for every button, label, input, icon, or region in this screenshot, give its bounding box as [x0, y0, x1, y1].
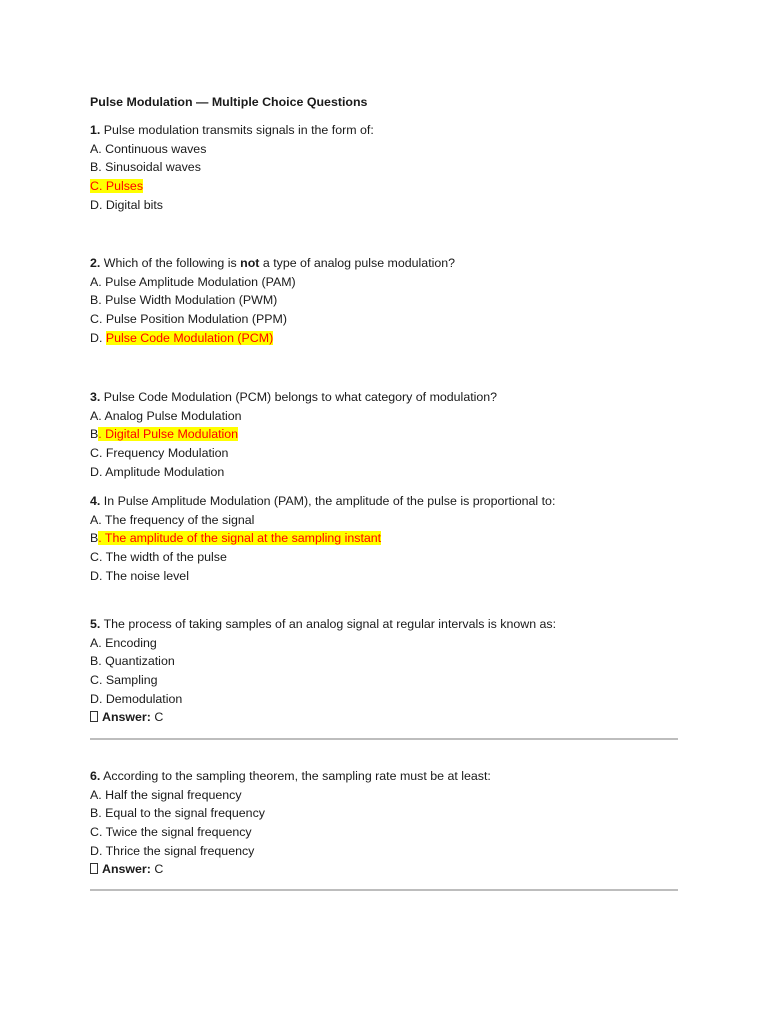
option-letter: B — [90, 531, 99, 546]
option-b — [90, 425, 678, 444]
option-d: D. Thrice the signal frequency — [90, 843, 255, 858]
highlighted-answer: Pulse Code Modulation (PCM) — [105, 330, 274, 345]
option-b: B. Sinusoidal waves — [90, 160, 201, 175]
option-a: A. Pulse Amplitude Modulation (PAM) — [90, 274, 296, 289]
question-6 — [90, 767, 678, 879]
question-text: Pulse Code Modulation (PCM) belongs to what category of modulation? — [103, 390, 498, 404]
question-number: 2. — [90, 256, 101, 270]
question-stem — [90, 492, 678, 511]
question-text-post: a type of analog pulse modulation? — [259, 256, 456, 270]
question-stem — [90, 767, 678, 786]
option-c: C. The width of the pulse — [90, 550, 227, 565]
answer-line — [90, 860, 678, 879]
question-text: Pulse modulation transmits signals in the form of: — [103, 123, 374, 137]
option-b: B. Pulse Width Modulation (PWM) — [90, 293, 278, 308]
question-5 — [90, 615, 678, 727]
question-number: 4. — [90, 494, 101, 508]
option-d: D. Digital bits — [90, 197, 163, 212]
question-4 — [90, 492, 678, 585]
answer-line — [90, 708, 678, 727]
question-stem — [90, 388, 678, 407]
option-c: C. Sampling — [90, 673, 158, 688]
option-a: A. The frequency of the signal — [90, 512, 255, 527]
answer-label: Answer: — [102, 710, 151, 725]
option-b: B. Quantization — [90, 654, 175, 669]
question-stem — [90, 254, 678, 273]
question-number: 1. — [90, 123, 101, 137]
question-3 — [90, 388, 678, 481]
question-text: The process of taking samples of an analog signal at regular intervals is known as: — [103, 617, 557, 631]
highlighted-answer: . Digital Pulse Modulation — [98, 427, 239, 442]
option-d: D. Demodulation — [90, 691, 183, 706]
question-stem — [90, 615, 678, 634]
divider — [90, 738, 678, 740]
question-text: According to the sampling theorem, the sampling rate must be at least: — [103, 769, 491, 783]
document-title: Pulse Modulation — Multiple Choice Questions — [90, 95, 368, 109]
option-a: A. Half the signal frequency — [90, 787, 242, 802]
question-stem — [90, 121, 678, 140]
option-d — [90, 329, 678, 348]
option-letter: B — [90, 427, 99, 442]
question-number: 6. — [90, 769, 101, 783]
option-c: C. Twice the signal frequency — [90, 825, 252, 840]
option-c: C. Frequency Modulation — [90, 446, 229, 461]
question-number: 5. — [90, 617, 101, 631]
highlighted-answer: . The amplitude of the signal at the sampling instant — [98, 531, 382, 546]
option-d: D. The noise level — [90, 568, 189, 583]
option-b — [90, 529, 678, 548]
option-letter: D. — [90, 330, 106, 345]
question-1 — [90, 121, 678, 214]
checkbox-icon — [90, 863, 98, 874]
answer-value: C — [154, 862, 164, 877]
option-c — [90, 177, 678, 196]
divider — [90, 889, 678, 891]
option-b: B. Equal to the signal frequency — [90, 806, 265, 821]
answer-value: C — [154, 710, 164, 725]
question-text-pre: Which of the following is — [103, 256, 241, 270]
highlighted-answer: C. Pulses — [90, 179, 144, 194]
option-a: A. Analog Pulse Modulation — [90, 408, 242, 423]
checkbox-icon — [90, 711, 98, 722]
question-number: 3. — [90, 390, 101, 404]
option-d: D. Amplitude Modulation — [90, 464, 225, 479]
option-a: A. Encoding — [90, 635, 157, 650]
question-2 — [90, 254, 678, 347]
question-text: In Pulse Amplitude Modulation (PAM), the amplitude of the pulse is proportional to: — [103, 494, 556, 508]
option-c: C. Pulse Position Modulation (PPM) — [90, 312, 287, 327]
answer-label: Answer: — [102, 862, 151, 877]
option-a: A. Continuous waves — [90, 141, 207, 156]
question-text-emphasis: not — [240, 256, 260, 270]
